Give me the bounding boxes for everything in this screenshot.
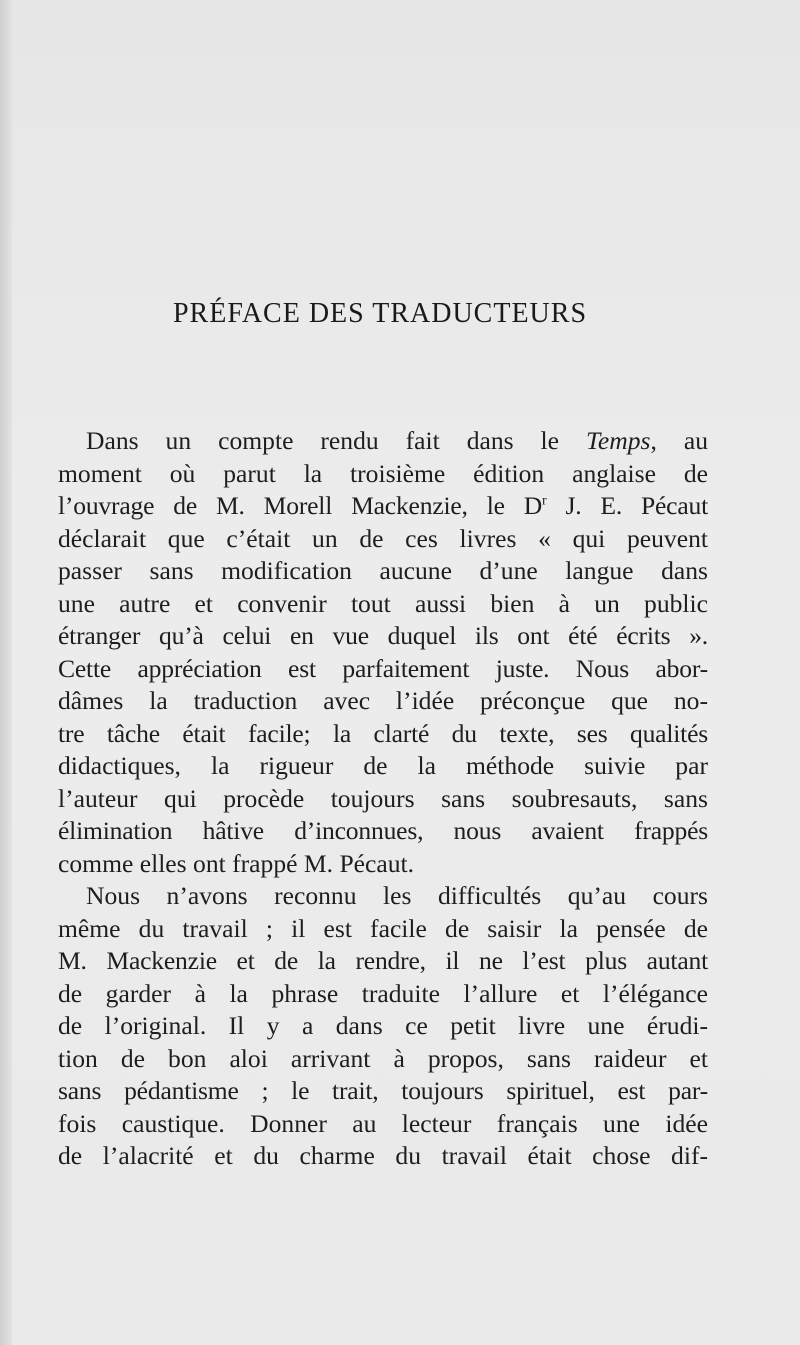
text-line: déclarait que c’était un de ces livres « qui peuvent [58, 523, 708, 553]
text-line: de l’original. Il y a dans ce petit livre une érudi- [58, 1011, 708, 1040]
italic-work-title: Temps [586, 426, 651, 455]
text-line: fois caustique. Donner au lecteur français une idée [58, 1108, 708, 1138]
text-line: passer sans modification aucune d’une langue dans [58, 556, 708, 585]
text-line: même du travail ; il est facile de saisir la pensée de [58, 913, 708, 943]
text-line: tre tâche était facile; la clarté du texte, ses qualités [58, 718, 708, 748]
text-line: didactiques, la rigueur de la méthode suivie par [58, 751, 708, 780]
text-line: Cette appréciation est parfaitement juste. Nous abor- [58, 653, 708, 683]
text-line: comme elles ont frappé M. Pécaut. [58, 848, 415, 878]
text-line: de l’alacrité et du charme du travail était chose dif- [58, 1141, 708, 1170]
page-title: PRÉFACE DES TRADUCTEURS [172, 298, 588, 329]
preface-body [58, 425, 708, 1173]
text-line: de garder à la phrase traduite l’allure et l’élégance [58, 978, 708, 1008]
text-line: tion de bon aloi arrivant à propos, sans raideur et [58, 1043, 708, 1073]
text-line: une autre et convenir tout aussi bien à un public [58, 588, 708, 618]
text-line: sans pédantisme ; le trait, toujours spirituel, est par- [58, 1076, 708, 1105]
page-gutter-shadow [0, 0, 12, 1345]
superscript: r [542, 493, 547, 509]
text-line: élimination hâtive d’inconnues, nous avaient frappés [58, 816, 708, 845]
text-line: l’auteur qui procède toujours sans soubresauts, sans [58, 783, 708, 813]
text-line: M. Mackenzie et de la rendre, il ne l’est plus autant [58, 946, 708, 975]
text-line: Nous n’avons reconnu les difficultés qu’au cours [86, 881, 708, 910]
text-line: moment où parut la troisième édition anglaise de [58, 458, 708, 488]
text-line: l’ouvrage de M. Morell Mackenzie, le $D^r$ J. E. Pécaut [58, 491, 708, 520]
text-line: Dans un compte rendu fait dans le Temps, au [86, 426, 708, 455]
text-line: dâmes la traduction avec l’idée préconçue que no- [58, 686, 708, 715]
text-line: étranger qu’à celui en vue duquel ils ont été écrits ». [58, 621, 708, 650]
